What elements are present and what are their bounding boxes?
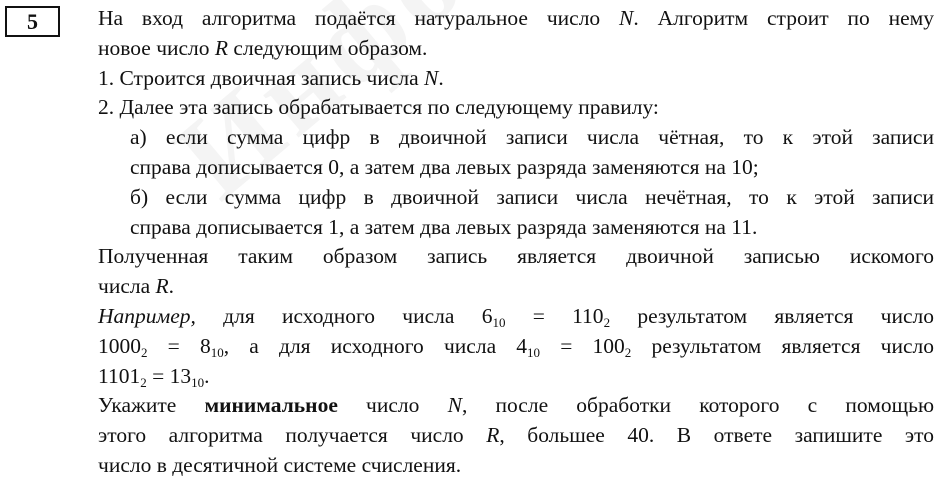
- text-fragment: числа: [98, 274, 156, 299]
- text-fragment: = 13: [146, 363, 192, 388]
- text-fragment: этого алгоритма получается число: [98, 423, 487, 448]
- variable-n: N: [424, 65, 439, 90]
- question-line-1: [98, 391, 934, 421]
- question-line-2: [98, 421, 934, 451]
- rule-b-line-2: справа дописывается 1, а затем два левых разряда заменяются на 11.: [130, 214, 758, 239]
- rule-a-line-2: справа дописывается 0, а затем два левых разряда заменяются на 10;: [130, 154, 759, 179]
- text-fragment: .: [438, 65, 444, 90]
- subscript: 2: [140, 374, 147, 390]
- example-line-1: [98, 302, 934, 332]
- rule-b-line-1: б) если сумма цифр в двоичной записи числа нечётная, то к этой записи: [130, 184, 934, 209]
- variable-n: N: [447, 393, 462, 418]
- text-fragment: На вход алгоритма подаётся натуральное число: [98, 6, 620, 30]
- subscript: 10: [492, 314, 506, 330]
- text-fragment: .: [168, 274, 175, 299]
- intro-line-2: [98, 34, 934, 64]
- text-fragment: Укажите: [98, 393, 205, 418]
- problem-text: [98, 4, 934, 481]
- subscript: 10: [191, 374, 205, 390]
- text-fragment: следующим образом.: [228, 35, 428, 60]
- subscript: 2: [141, 344, 148, 360]
- subscript: 2: [624, 344, 632, 360]
- text-fragment: 1. Строится двоичная запись числа: [98, 65, 425, 90]
- question-line-3: число в десятичной системе счисления.: [98, 452, 462, 477]
- step-1: [98, 64, 934, 94]
- result-line-1: Полученная таким образом запись является двоичной записью искомого: [98, 244, 934, 269]
- text-fragment: = 100: [540, 333, 625, 358]
- text-fragment: , большее 40. В ответе запишите это: [499, 423, 934, 448]
- rule-a-line-1: а) если сумма цифр в двоичной записи числа чётная, то к этой записи: [130, 125, 934, 150]
- text-fragment: = 110: [505, 303, 604, 328]
- subscript: 10: [210, 344, 224, 360]
- step-2: 2. Далее эта запись обрабатывается по следующему правилу:: [98, 95, 659, 120]
- text-fragment: , а для исходного числа 4: [223, 333, 528, 358]
- text-fragment: результатом является число: [631, 333, 934, 358]
- variable-r: R: [486, 423, 500, 448]
- text-fragment: 1000: [98, 333, 141, 358]
- task-number-badge: 5: [5, 6, 60, 37]
- text-fragment: число: [337, 393, 448, 418]
- emphasis-minimal: минимальное: [204, 393, 338, 418]
- subscript: 2: [603, 314, 611, 330]
- text-fragment: = 8: [147, 333, 211, 358]
- result-line-2: [98, 272, 934, 302]
- example-line-3: [98, 362, 934, 392]
- text-fragment: результатом является число: [610, 303, 935, 328]
- variable-n: N: [619, 6, 634, 30]
- intro-line-1: [98, 4, 934, 34]
- text-fragment: , после обработки которого с помощью: [461, 393, 935, 418]
- example-line-2: [98, 332, 934, 362]
- text-fragment: . Алгоритм строит по нему: [633, 6, 934, 30]
- variable-r: R: [155, 274, 169, 299]
- text-fragment: для исходного числа 6: [195, 303, 493, 328]
- example-lead: Например,: [98, 303, 196, 328]
- variable-r: R: [214, 35, 229, 60]
- subscript: 10: [527, 344, 541, 360]
- text-fragment: новое число: [98, 35, 215, 60]
- text-fragment: 1101: [98, 363, 141, 388]
- text-fragment: .: [204, 363, 210, 388]
